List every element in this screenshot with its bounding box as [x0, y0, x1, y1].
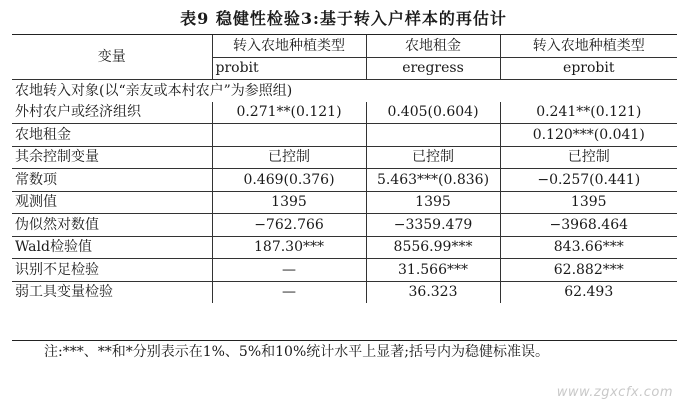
bottom-rule [12, 340, 677, 341]
table-cell [212, 124, 366, 147]
col-header-name: 农地租金 [366, 35, 500, 57]
table-cell: 5.463***(0.836) [366, 169, 500, 192]
table-row [12, 281, 677, 303]
row-label: 其余控制变量 [12, 146, 212, 169]
table-cell: 1395 [500, 191, 677, 214]
table-title: 表9 稳健性检验3:基于转入户样本的再估计 [180, 9, 507, 28]
section-row [12, 80, 677, 102]
site-watermark: www.zgxcfx.com [556, 385, 673, 400]
row-label: 外村农户或经济组织 [12, 102, 212, 124]
table-row [12, 191, 677, 214]
row-label: 识别不足检验 [12, 259, 212, 282]
col-header-method: probit [212, 57, 366, 80]
table-cell: 8556.99*** [366, 236, 500, 259]
row-label: 弱工具变量检验 [12, 281, 212, 303]
table-cell: 0.469(0.376) [212, 169, 366, 192]
table-cell: 1395 [366, 191, 500, 214]
header-row [12, 35, 677, 57]
table-row [12, 236, 677, 259]
table-cell: 187.30*** [212, 236, 366, 259]
col-header-name: 转入农地种植类型 [212, 35, 366, 57]
row-label: Wald检验值 [12, 236, 212, 259]
table-row [12, 124, 677, 147]
table-note: 注:***、**和*分别表示在1%、5%和10%统计水平上显著;括号内为稳健标准误。 [44, 344, 549, 360]
col-header-method: eprobit [500, 57, 677, 80]
table-row [12, 259, 677, 282]
table-cell: 0.405(0.604) [366, 102, 500, 124]
table-cell: — [212, 281, 366, 303]
table-cell: 已控制 [500, 146, 677, 169]
table-cell: — [212, 259, 366, 282]
variable-header: 变量 [12, 35, 212, 80]
col-header-name: 转入农地种植类型 [500, 35, 677, 57]
table-cell: 1395 [212, 191, 366, 214]
table-row [12, 169, 677, 192]
table-cell: −3359.479 [366, 214, 500, 237]
table-cell: −0.257(0.441) [500, 169, 677, 192]
row-label: 伪似然对数值 [12, 214, 212, 237]
table-cell: −3968.464 [500, 214, 677, 237]
table-cell: 已控制 [212, 146, 366, 169]
table-cell: 31.566*** [366, 259, 500, 282]
table-cell: 843.66*** [500, 236, 677, 259]
section-label: 农地转入对象(以“亲友或本村农户”为参照组) [12, 80, 677, 102]
table-cell: 已控制 [366, 146, 500, 169]
regression-table [12, 35, 677, 303]
table-cell: 62.882*** [500, 259, 677, 282]
table-cell: 0.271**(0.121) [212, 102, 366, 124]
row-label: 观测值 [12, 191, 212, 214]
table-cell: −762.766 [212, 214, 366, 237]
row-label: 农地租金 [12, 124, 212, 147]
table-cell: 0.120***(0.041) [500, 124, 677, 147]
table-cell [366, 124, 500, 147]
table-row [12, 102, 677, 124]
table-row [12, 214, 677, 237]
table-row [12, 146, 677, 169]
table-cell: 62.493 [500, 281, 677, 303]
table-cell: 0.241**(0.121) [500, 102, 677, 124]
col-header-method: eregress [366, 57, 500, 80]
row-label: 常数项 [12, 169, 212, 192]
table-cell: 36.323 [366, 281, 500, 303]
